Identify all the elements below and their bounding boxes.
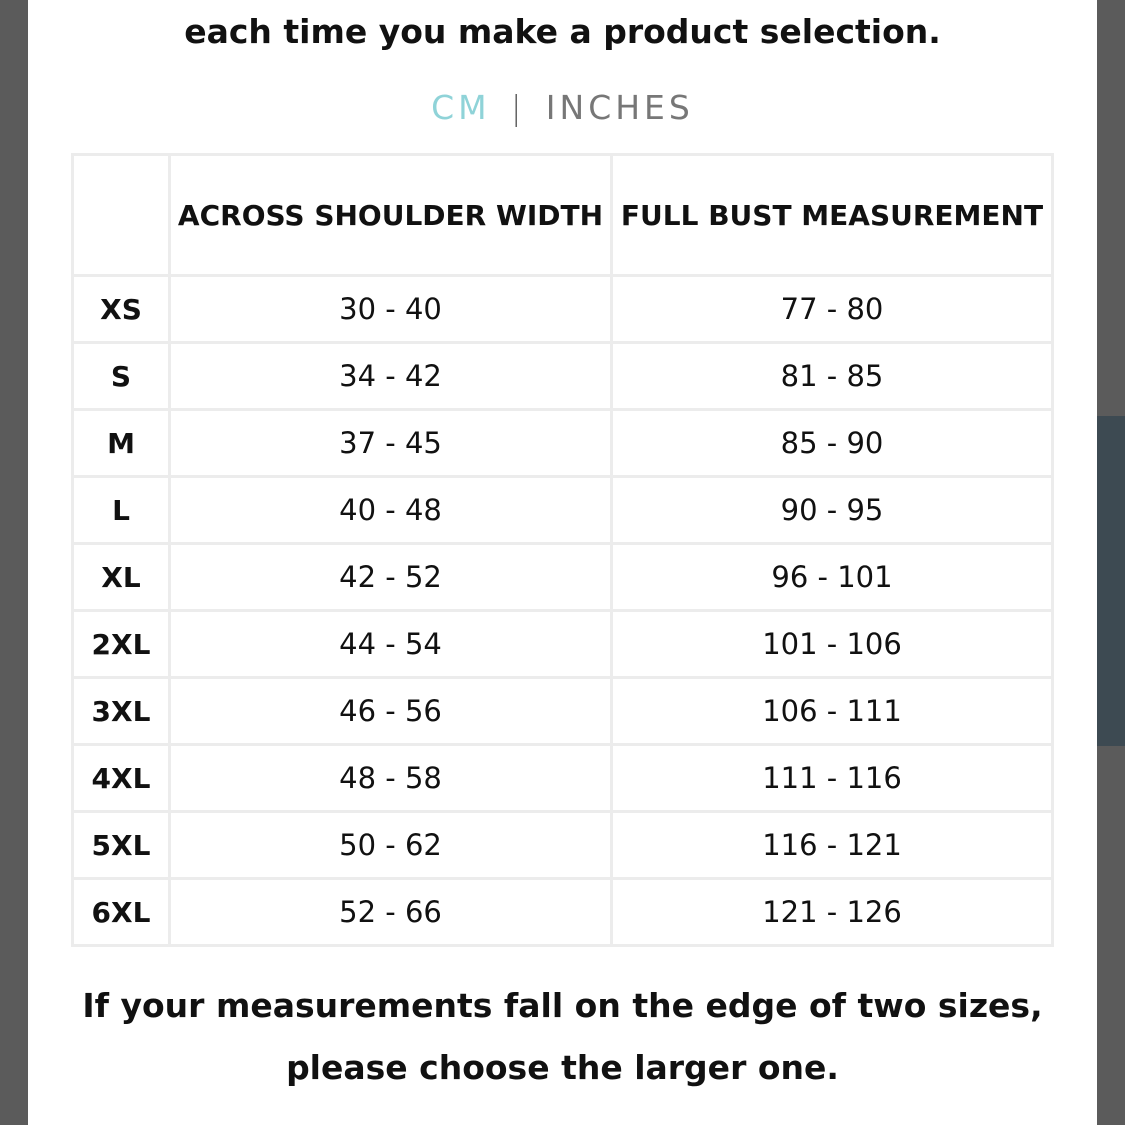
size-label: 5XL bbox=[73, 812, 170, 879]
size-label: M bbox=[73, 410, 170, 477]
table-header-row bbox=[73, 155, 1053, 276]
full-bust-value: 116 - 121 bbox=[612, 812, 1053, 879]
sizing-advice-note bbox=[0, 975, 1125, 1099]
table-row bbox=[73, 745, 1053, 812]
sizing-advice-line-1: If your measurements fall on the edge of two sizes, bbox=[82, 986, 1043, 1025]
shoulder-width-value: 37 - 45 bbox=[170, 410, 612, 477]
shoulder-width-value: 34 - 42 bbox=[170, 343, 612, 410]
shoulder-width-value: 52 - 66 bbox=[170, 879, 612, 946]
table-row bbox=[73, 477, 1053, 544]
full-bust-value: 111 - 116 bbox=[612, 745, 1053, 812]
shoulder-width-value: 44 - 54 bbox=[170, 611, 612, 678]
unit-cm-toggle[interactable]: CM bbox=[431, 88, 491, 127]
size-label: XS bbox=[73, 276, 170, 343]
size-chart-table bbox=[71, 153, 1054, 947]
unit-inches-toggle[interactable]: INCHES bbox=[545, 88, 694, 127]
unit-separator: | bbox=[510, 88, 526, 127]
size-label: XL bbox=[73, 544, 170, 611]
table-row bbox=[73, 879, 1053, 946]
full-bust-value: 106 - 111 bbox=[612, 678, 1053, 745]
side-scroll-tab[interactable] bbox=[1097, 416, 1125, 746]
unit-toggle bbox=[0, 88, 1125, 127]
shoulder-width-value: 40 - 48 bbox=[170, 477, 612, 544]
table-row bbox=[73, 544, 1053, 611]
header-shoulder-width: ACROSS SHOULDER WIDTH bbox=[170, 155, 612, 276]
header-size bbox=[73, 155, 170, 276]
table-row bbox=[73, 678, 1053, 745]
full-bust-value: 121 - 126 bbox=[612, 879, 1053, 946]
shoulder-width-value: 42 - 52 bbox=[170, 544, 612, 611]
size-label: 4XL bbox=[73, 745, 170, 812]
full-bust-value: 101 - 106 bbox=[612, 611, 1053, 678]
header-full-bust: FULL BUST MEASUREMENT bbox=[612, 155, 1053, 276]
size-label: L bbox=[73, 477, 170, 544]
size-label: S bbox=[73, 343, 170, 410]
shoulder-width-value: 48 - 58 bbox=[170, 745, 612, 812]
table-row bbox=[73, 611, 1053, 678]
shoulder-width-value: 46 - 56 bbox=[170, 678, 612, 745]
table-row bbox=[73, 410, 1053, 477]
intro-text: each time you make a product selection. bbox=[184, 12, 941, 51]
table-row bbox=[73, 276, 1053, 343]
sizing-advice-line-2: please choose the larger one. bbox=[286, 1048, 839, 1087]
full-bust-value: 96 - 101 bbox=[612, 544, 1053, 611]
full-bust-value: 77 - 80 bbox=[612, 276, 1053, 343]
shoulder-width-value: 50 - 62 bbox=[170, 812, 612, 879]
table-row bbox=[73, 343, 1053, 410]
size-label: 3XL bbox=[73, 678, 170, 745]
size-label: 2XL bbox=[73, 611, 170, 678]
full-bust-value: 85 - 90 bbox=[612, 410, 1053, 477]
size-label: 6XL bbox=[73, 879, 170, 946]
full-bust-value: 81 - 85 bbox=[612, 343, 1053, 410]
full-bust-value: 90 - 95 bbox=[612, 477, 1053, 544]
table-row bbox=[73, 812, 1053, 879]
shoulder-width-value: 30 - 40 bbox=[170, 276, 612, 343]
